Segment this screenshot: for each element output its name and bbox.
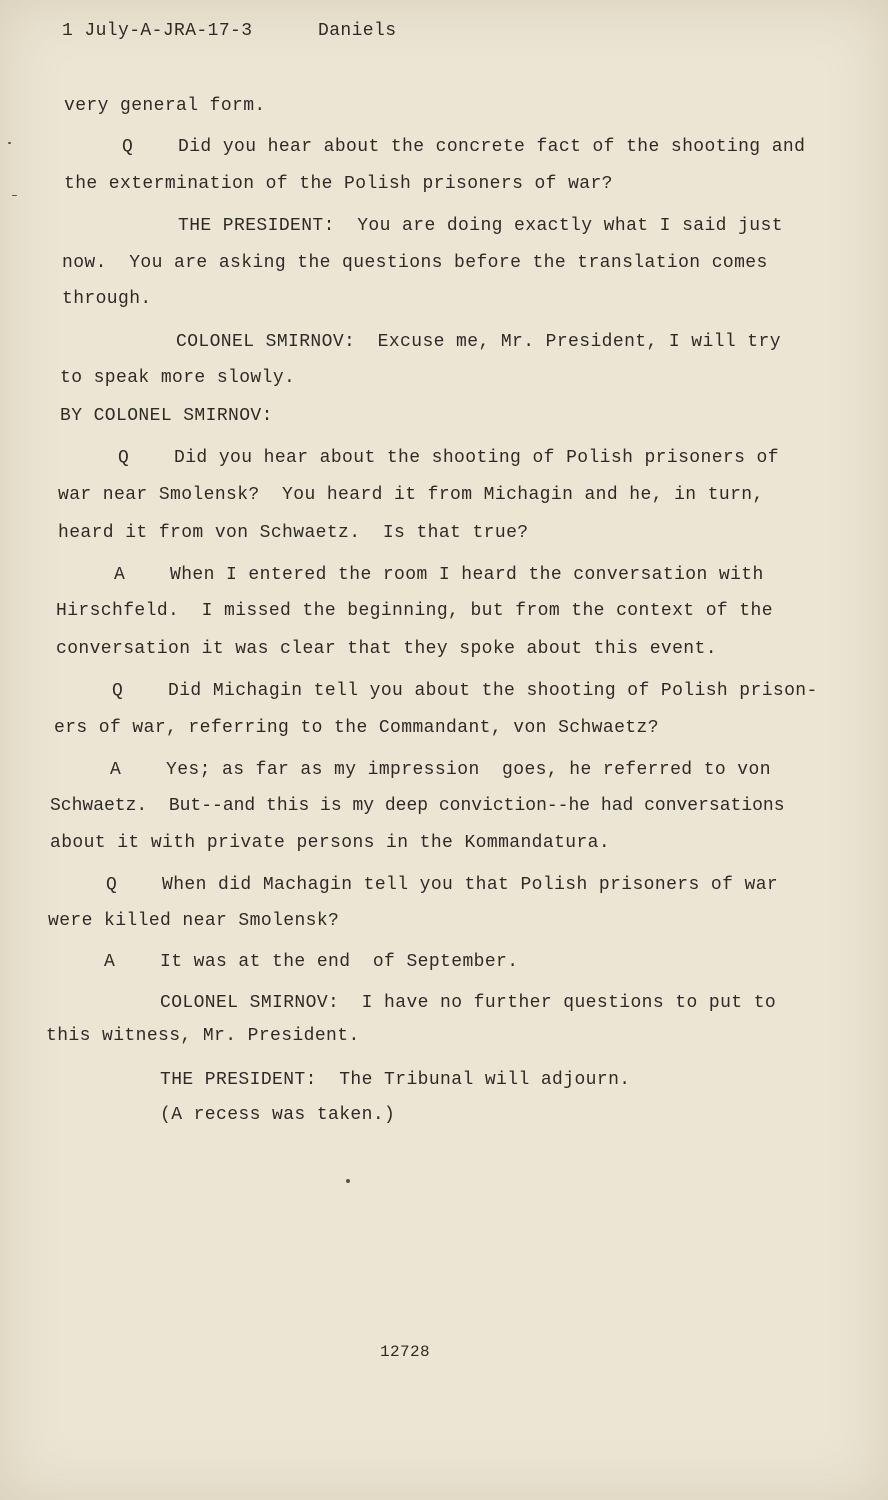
speaker-line: THE PRESIDENT: You are doing exactly what I said just xyxy=(178,216,783,236)
answer-line: A When I entered the room I heard the conversation with xyxy=(114,565,764,585)
reporter-name: Daniels xyxy=(318,21,397,41)
speaker-line: COLONEL SMIRNOV: Excuse me, Mr. President, I will try xyxy=(176,332,781,352)
transcript-line: now. You are asking the questions before the translation comes xyxy=(62,253,768,273)
speaker-line: COLONEL SMIRNOV: I have no further questions to put to xyxy=(160,993,777,1013)
transcript-line: this witness, Mr. President. xyxy=(46,1026,360,1046)
section-heading: BY COLONEL SMIRNOV: xyxy=(60,406,273,426)
answer-line: A Yes; as far as my impression goes, he referred to von xyxy=(110,760,771,780)
transcript-line: heard it from von Schwaetz. Is that true? xyxy=(58,523,529,543)
transcript-line: Schwaetz. But--and this is my deep conviction--he had conversations xyxy=(50,796,785,816)
transcript-line: the extermination of the Polish prisoners of war? xyxy=(64,174,613,194)
margin-speck xyxy=(8,142,11,144)
question-line: Q Did you hear about the shooting of Polish prisoners of xyxy=(118,448,779,468)
transcript-line: through. xyxy=(62,289,152,309)
margin-speck xyxy=(12,195,17,196)
document-id: 1 July-A-JRA-17-3 xyxy=(62,21,253,41)
transcript-line: to speak more slowly. xyxy=(60,368,296,388)
transcript-line: ers of war, referring to the Commandant, von Schwaetz? xyxy=(54,718,659,738)
ink-dot xyxy=(346,1179,350,1183)
transcript-line: were killed near Smolensk? xyxy=(48,911,340,931)
transcript-line: war near Smolensk? You heard it from Michagin and he, in turn, xyxy=(58,485,764,505)
transcript-line: Hirschfeld. I missed the beginning, but from the context of the xyxy=(56,601,773,621)
speaker-line: THE PRESIDENT: The Tribunal will adjourn. xyxy=(160,1070,631,1090)
stage-direction: (A recess was taken.) xyxy=(160,1105,396,1125)
page-number: 12728 xyxy=(380,1343,431,1361)
transcript-line: conversation it was clear that they spoke about this event. xyxy=(56,639,717,659)
transcript-line: about it with private persons in the Kommandatura. xyxy=(50,833,611,853)
transcript-line: very general form. xyxy=(64,96,266,116)
question-line: Q When did Machagin tell you that Polish prisoners of war xyxy=(106,875,779,895)
question-line: Q Did Michagin tell you about the shooting of Polish prison- xyxy=(112,681,818,701)
answer-line: A It was at the end of September. xyxy=(104,952,519,972)
question-line: Q Did you hear about the concrete fact of the shooting and xyxy=(122,137,806,157)
